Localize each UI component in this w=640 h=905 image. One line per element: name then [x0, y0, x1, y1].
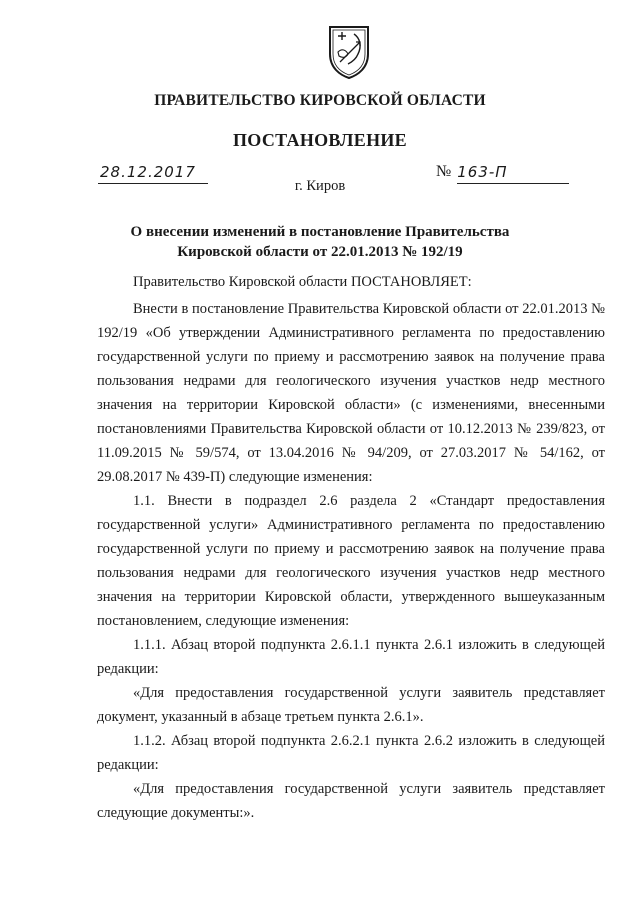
- document-body: [97, 270, 605, 825]
- government-title: ПРАВИТЕЛЬСТВО КИРОВСКОЙ ОБЛАСТИ: [154, 92, 486, 109]
- city: г. Киров: [294, 178, 346, 194]
- document-subject: [0, 222, 640, 262]
- number-sign: №: [436, 163, 452, 180]
- subject-line-2: Кировской области от 22.01.2013 № 192/19: [177, 244, 463, 260]
- number-value: 163-П: [457, 163, 569, 184]
- paragraph-quote-1: «Для предоставления государственной услуги заявитель представляет документ, указанный в абзаце третьем пункта 2.6.1».: [97, 685, 605, 725]
- paragraph-1-1-2: 1.1.2. Абзац второй подпункта 2.6.2.1 пункта 2.6.2 изложить в следующей редакции:: [97, 733, 605, 773]
- kirov-coat-of-arms-icon: [326, 24, 372, 80]
- subject-line-1: О внесении изменений в постановление Правительства: [130, 224, 510, 240]
- date-value: 28.12.2017: [100, 163, 196, 181]
- paragraph-main: Внести в постановление Правительства Кировской области от 22.01.2013 № 192/19 «Об утверждении Административного регламента по предоставлению государственной услуги по приему и рассмотрению заявок на получение права пользования недрами для геологического изучения участков недр местного значения на территории Кировской области» (с изменениями, внесенными постановлениями Правительства Кировской области от 10.12.2013 № 239/823, от 11.09.2015 № 59/574, от 13.04.2016 № 94/209, от 27.03.2017 № 54/162, от 29.08.2017 № 439-П) следующие изменения:: [97, 301, 605, 485]
- paragraph-resolves: Правительство Кировской области ПОСТАНОВЛЯЕТ:: [133, 274, 472, 290]
- paragraph-1-1-1: 1.1.1. Абзац второй подпункта 2.6.1.1 пункта 2.6.1 изложить в следующей редакции:: [97, 637, 605, 677]
- paragraph-quote-2: «Для предоставления государственной услуги заявитель представляет следующие документы:».: [97, 781, 605, 821]
- paragraph-1-1: 1.1. Внести в подраздел 2.6 раздела 2 «Стандарт предоставления государственной услуги» Административного регламента по предоставлению государственной услуги по приему и рассмотрению заявок на получение права пользования недрами для геологического изучения участков недр местного значения на территории Кировской области, утвержденного вышеуказанным постановлением, следующие изменения:: [97, 493, 605, 629]
- document-type: ПОСТАНОВЛЕНИЕ: [233, 130, 407, 150]
